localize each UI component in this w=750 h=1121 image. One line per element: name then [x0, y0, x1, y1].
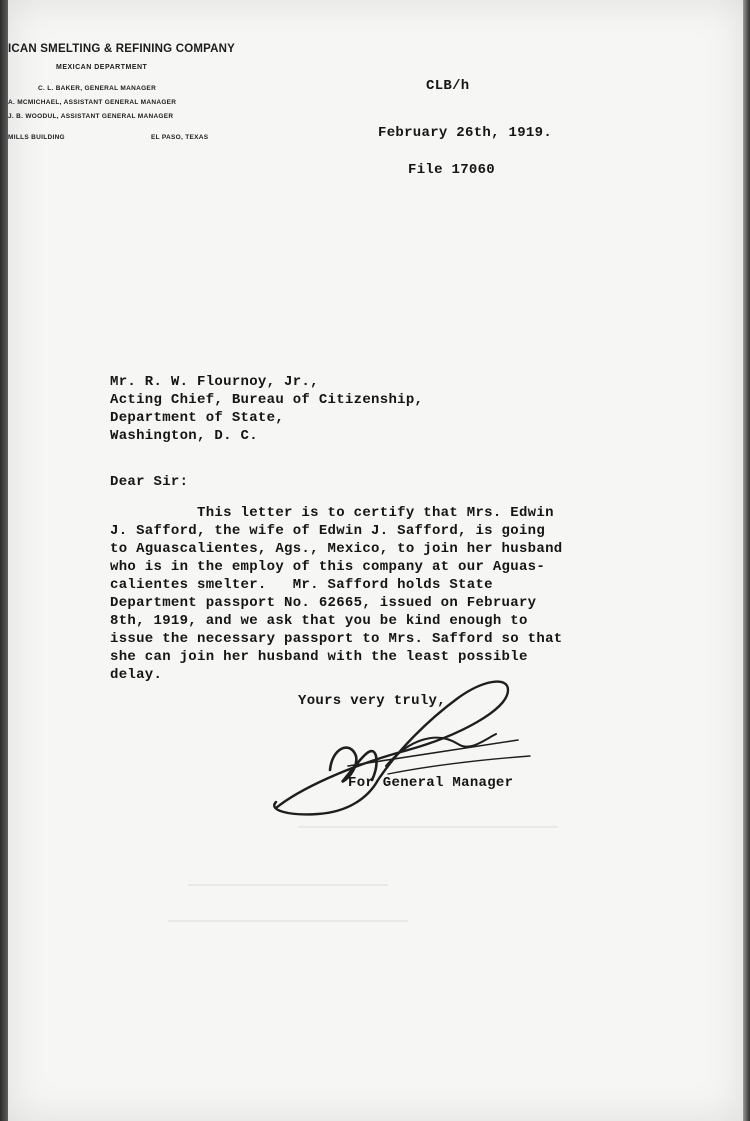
body-line: who is in the employ of this company at our Aguas- [110, 559, 546, 575]
addressee-name: Mr. R. W. Flournoy, Jr., [110, 374, 319, 390]
faint-bleedthrough [298, 826, 558, 828]
salutation: Dear Sir: [110, 474, 189, 490]
faint-bleedthrough [168, 920, 408, 922]
body-line: J. Safford, the wife of Edwin J. Safford, is going [110, 523, 546, 539]
letterhead-general-manager: C. L. BAKER, GENERAL MANAGER [38, 85, 157, 92]
body-line: This letter is to certify that Mrs. Edwin [110, 505, 554, 521]
body-line: Department passport No. 62665, issued on February [110, 595, 537, 611]
signature-title: For General Manager [348, 775, 514, 791]
closing: Yours very truly, [298, 693, 446, 709]
body-line: 8th, 1919, and we ask that you be kind enough to [110, 613, 528, 629]
letter-page [8, 0, 743, 1121]
letterhead-department: MEXICAN DEPARTMENT [56, 64, 148, 71]
addressee-city: Washington, D. C. [110, 428, 258, 444]
letterhead-company: ICAN SMELTING & REFINING COMPANY [8, 43, 236, 55]
body-line: delay. [110, 667, 163, 683]
addressee-title: Acting Chief, Bureau of Citizenship, [110, 392, 424, 408]
letterhead-city: EL PASO, TEXAS [151, 134, 209, 141]
body-line: calientes smelter. Mr. Safford holds State [110, 577, 493, 593]
letterhead-building: MILLS BUILDING [8, 134, 65, 141]
reference-initials: CLB/h [426, 78, 470, 94]
body-line: issue the necessary passport to Mrs. Safford so that [110, 631, 563, 647]
handwritten-signature [258, 670, 548, 820]
body-line: she can join her husband with the least possible [110, 649, 528, 665]
letterhead-assistant-manager-2: J. B. WOODUL, ASSISTANT GENERAL MANAGER [8, 113, 174, 120]
body-line: to Aguascalientes, Ags., Mexico, to join her husband [110, 541, 563, 557]
letter-date: February 26th, 1919. [378, 125, 553, 141]
addressee-department: Department of State, [110, 410, 285, 426]
letterhead-assistant-manager-1: A. MCMICHAEL, ASSISTANT GENERAL MANAGER [8, 99, 177, 106]
file-number: File 17060 [408, 162, 496, 178]
faint-bleedthrough [188, 884, 388, 886]
